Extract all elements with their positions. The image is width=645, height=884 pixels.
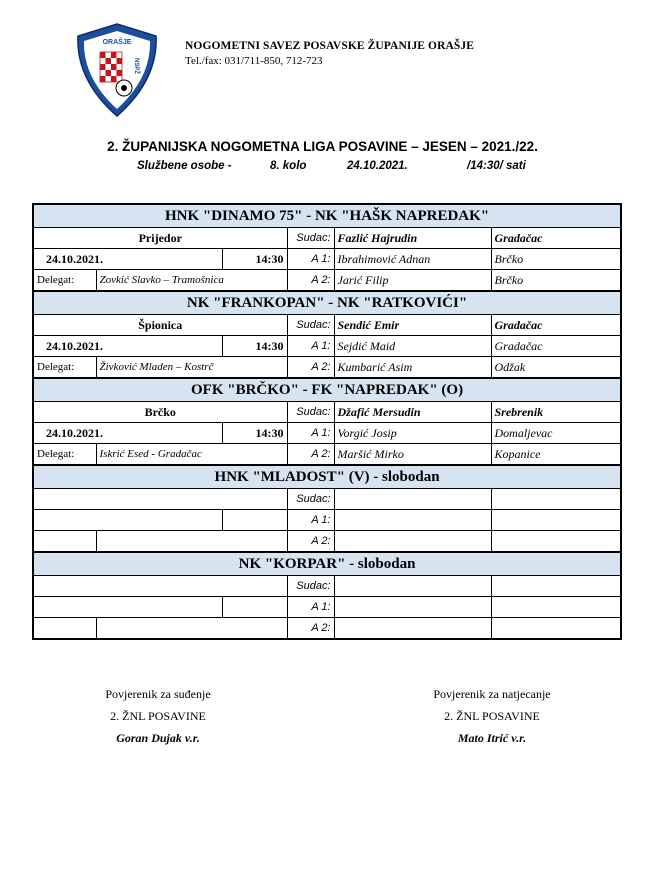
delegate-name: Živković Mladen – Kostrč bbox=[96, 357, 287, 379]
a2-label: A 2: bbox=[287, 270, 334, 292]
org-name: NOGOMETNI SAVEZ POSAVSKE ŽUPANIJE ORAŠJE bbox=[185, 40, 475, 52]
referee-city: Srebrenik bbox=[491, 402, 621, 423]
a1-name: Ibrahimović Adnan bbox=[334, 249, 491, 270]
delegate-label: Delegat: bbox=[33, 357, 96, 379]
delegate-label bbox=[33, 618, 96, 640]
referee-name: Fazlić Hajrudin bbox=[334, 228, 491, 249]
signature-name: Mato Itrić v.r. bbox=[457, 731, 527, 745]
signature-role: Povjerenik za natjecanje bbox=[433, 687, 551, 701]
match-date: 24.10.2021. bbox=[33, 249, 222, 270]
signature-league: 2. ŽNL POSAVINE bbox=[110, 709, 206, 723]
a2-name: Jarić Filip bbox=[334, 270, 491, 292]
match-title: NK "FRANKOPAN" - NK "RATKOVIĆI" bbox=[33, 291, 621, 315]
a2-city: Brčko bbox=[491, 270, 621, 292]
match-title: NK "KORPAR" - slobodan bbox=[33, 552, 621, 576]
delegate-label: Delegat: bbox=[33, 444, 96, 466]
match-time: 14:30 bbox=[222, 423, 287, 444]
a2-name bbox=[334, 531, 491, 553]
a1-city bbox=[491, 597, 621, 618]
delegate-name bbox=[96, 531, 287, 553]
match-title: HNK "DINAMO 75" - NK "HAŠK NAPREDAK" bbox=[33, 204, 621, 228]
referee-label: Sudac: bbox=[287, 402, 334, 423]
referee-city: Gradačac bbox=[491, 315, 621, 336]
referee-city: Gradačac bbox=[491, 228, 621, 249]
a1-name: Vorgić Josip bbox=[334, 423, 491, 444]
referee-label: Sudac: bbox=[287, 489, 334, 510]
venue: Brčko bbox=[33, 402, 287, 423]
a1-label: A 1: bbox=[287, 336, 334, 357]
match-date: 24.10.2021. bbox=[33, 423, 222, 444]
round-label: 8. kolo bbox=[270, 160, 307, 172]
a1-city: Gradačac bbox=[491, 336, 621, 357]
a1-name bbox=[334, 510, 491, 531]
a2-label: A 2: bbox=[287, 357, 334, 379]
contact-info: Tel./fax: 031/711-850, 712-723 bbox=[185, 55, 323, 67]
referee-name: Sendić Emir bbox=[334, 315, 491, 336]
match-date: 24.10.2021. bbox=[33, 336, 222, 357]
match-time bbox=[222, 510, 287, 531]
match-title: HNK "MLADOST" (V) - slobodan bbox=[33, 465, 621, 489]
delegate-label bbox=[33, 531, 96, 553]
a2-city: Odžak bbox=[491, 357, 621, 379]
match-time: 14:30 bbox=[222, 249, 287, 270]
round-time: /14:30/ sati bbox=[467, 160, 526, 172]
a2-name: Kumbarić Asim bbox=[334, 357, 491, 379]
round-date: 24.10.2021. bbox=[347, 160, 408, 172]
schedule-table bbox=[32, 203, 622, 640]
venue: Prijedor bbox=[33, 228, 287, 249]
venue: Špionica bbox=[33, 315, 287, 336]
a2-label: A 2: bbox=[287, 531, 334, 553]
a1-city bbox=[491, 510, 621, 531]
a1-name: Sejdić Maid bbox=[334, 336, 491, 357]
a2-city bbox=[491, 531, 621, 553]
a1-label: A 1: bbox=[287, 249, 334, 270]
signature-league: 2. ŽNL POSAVINE bbox=[444, 709, 540, 723]
match-title: OFK "BRČKO" - FK "NAPREDAK" (O) bbox=[33, 378, 621, 402]
a2-city: Kopanice bbox=[491, 444, 621, 466]
a1-label: A 1: bbox=[287, 423, 334, 444]
a2-name: Maršić Mirko bbox=[334, 444, 491, 466]
referee-name: Džafić Mersudin bbox=[334, 402, 491, 423]
signature-role: Povjerenik za suđenje bbox=[105, 687, 211, 701]
a1-city: Domaljevac bbox=[491, 423, 621, 444]
delegate-name: Zovkić Slavko – Tramošnica bbox=[96, 270, 287, 292]
federation-logo bbox=[74, 22, 160, 118]
venue bbox=[33, 576, 287, 597]
referee-name bbox=[334, 576, 491, 597]
signature-left bbox=[58, 683, 258, 749]
a2-label: A 2: bbox=[287, 618, 334, 640]
referee-city bbox=[491, 489, 621, 510]
logo-letters: NSPŽ bbox=[133, 58, 139, 75]
league-title: 2. ŽUPANIJSKA NOGOMETNA LIGA POSAVINE – JESEN – 2021./22. bbox=[107, 139, 538, 154]
referee-label: Sudac: bbox=[287, 228, 334, 249]
referee-city bbox=[491, 576, 621, 597]
referee-label: Sudac: bbox=[287, 315, 334, 336]
a2-city bbox=[491, 618, 621, 640]
referee-label: Sudac: bbox=[287, 576, 334, 597]
a2-name bbox=[334, 618, 491, 640]
a2-label: A 2: bbox=[287, 444, 334, 466]
a1-city: Brčko bbox=[491, 249, 621, 270]
venue bbox=[33, 489, 287, 510]
signature-name: Goran Dujak v.r. bbox=[116, 731, 200, 745]
referee-name bbox=[334, 489, 491, 510]
a1-name bbox=[334, 597, 491, 618]
match-date bbox=[33, 510, 222, 531]
match-time: 14:30 bbox=[222, 336, 287, 357]
match-date bbox=[33, 597, 222, 618]
match-time bbox=[222, 597, 287, 618]
logo-top-text: ORAŠJE bbox=[102, 39, 132, 46]
delegate-label: Delegat: bbox=[33, 270, 96, 292]
a1-label: A 1: bbox=[287, 597, 334, 618]
delegate-name: Iskrić Esed - Gradačac bbox=[96, 444, 287, 466]
subtitle-label: Službene osobe - bbox=[137, 160, 232, 172]
delegate-name bbox=[96, 618, 287, 640]
signature-right bbox=[392, 683, 592, 749]
a1-label: A 1: bbox=[287, 510, 334, 531]
